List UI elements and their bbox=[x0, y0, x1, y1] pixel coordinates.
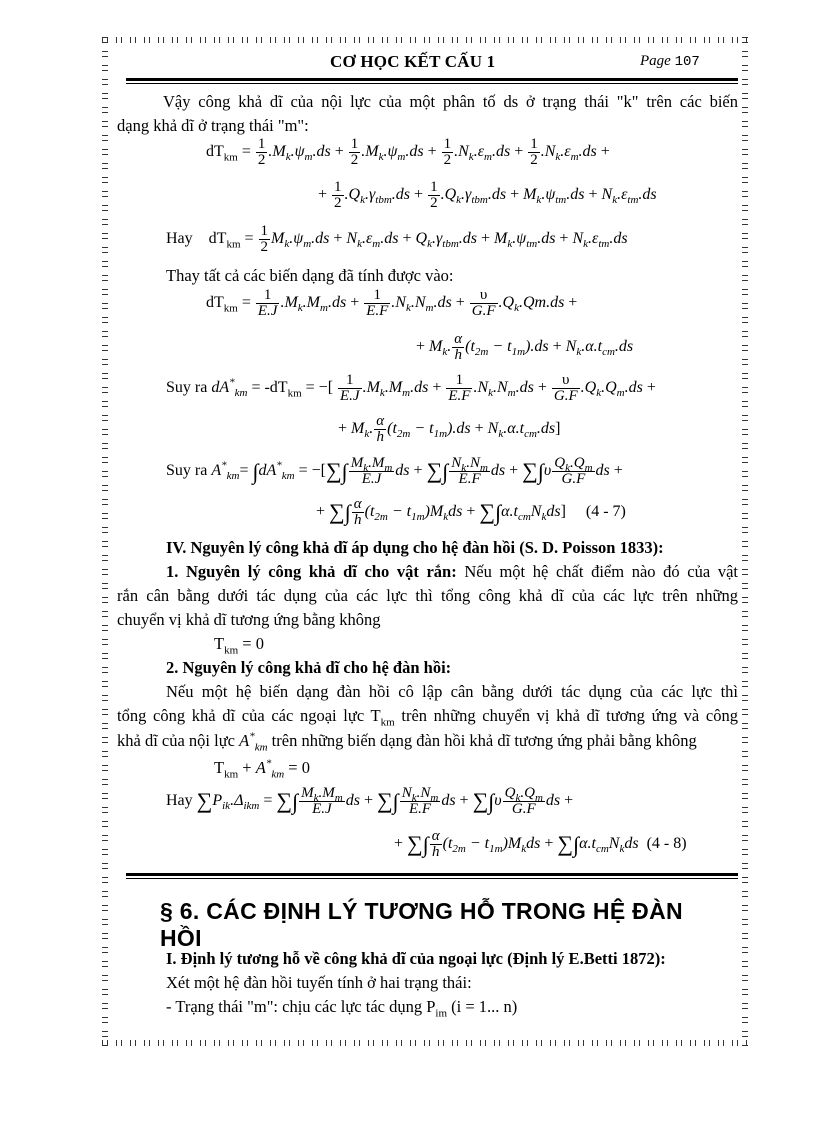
equation-suy-ra-2: Suy ra $A^*_{km}= \int dA^*_{km}$ = −[∑∫ $\frac{M_k.M_m}{E.J}$ ds + ∑∫ $\frac{N_k.N_m}{E.F}$ ds + ∑∫υ $\frac{Q_k.Q_m}{G.F}$ ds + bbox=[166, 455, 623, 487]
header-title: CƠ HỌC KẾT CẤU 1 bbox=[330, 52, 496, 71]
paragraph-line: 1. Nguyên lý công khả dĩ cho vật rắn: Nếu một hệ chất điểm nào đó của vật bbox=[166, 562, 738, 581]
paragraph-line: rắn cân bằng dưới tác dụng của các lực thì tổng công khả dĩ của các lực trên những bbox=[117, 586, 738, 605]
equation-4-7: + ∑∫ $\frac{\alpha}{h}$ $(t_{2m} - t_{1m})M_kds + \sum\int\alpha.t_{cm}N_kds$] (4 - 7) bbox=[316, 496, 626, 528]
equation-suy-ra-1-cont: + $M_k$. $\frac{\alpha}{h}$ $(t_{2m} - t_{1m}).ds + N_k.\alpha.t_{cm}.ds$] bbox=[338, 413, 561, 445]
page-border-bottom bbox=[102, 1040, 748, 1046]
paragraph-line: Nếu một hệ biến dạng đàn hồi cô lập cân bằng dưới tác dụng của các lực thì bbox=[166, 682, 738, 701]
section-rule bbox=[126, 873, 738, 876]
page-border-right bbox=[742, 37, 748, 1046]
equation-suy-ra-1: Suy ra $dA^*_{km} = -dT_{km}$ = −[ $\frac{1}{E.J}$ $.M_k.M_m.ds$ + $\frac{1}{E.F}$ $.N_k.N_m.ds$ + $\frac{\upsilon}{G.F}$ $.Q_k.Q_m.ds$ + bbox=[166, 372, 656, 404]
equation-tkm-zero: $T_{km} = 0$ bbox=[214, 634, 264, 657]
equation-dtkm-1-cont: + $\frac{1}{2}$ $.Q_k.\gamma_{tbm}.ds$ + $\frac{1}{2}$ $.Q_k.\gamma_{tbm}.ds + M_k.\psi_{tm}.ds + N_k.\varepsilon_{tm}.ds$ bbox=[318, 179, 657, 211]
paragraph-line: Xét một hệ đàn hồi tuyến tính ở hai trạng thái: bbox=[166, 973, 472, 992]
paragraph-line: tổng công khả dĩ của các ngoại lực $T_{km}$ trên những chuyển vị khả dĩ tương ứng và công bbox=[117, 706, 739, 729]
equation-4-8: + ∑∫ $\frac{\alpha}{h}$ $(t_{2m} - t_{1m})M_kds + \sum\int\alpha.t_{cm}N_kds$ (4 - 8) bbox=[394, 828, 687, 860]
equation-hay-sum: Hay $\sum P_{ik}.\Delta_{ikm}$ = ∑∫ $\frac{M_k.M_m}{E.J}$ ds + ∑∫ $\frac{N_k.N_m}{E.F}$ ds + ∑∫υ $\frac{Q_k.Q_m}{G.F}$ ds + bbox=[166, 785, 574, 817]
page-border-top bbox=[102, 37, 748, 43]
equation-dtkm-1: $dT_{km}$ = $\frac{1}{2}$ $.M_k.\psi_m.ds$ + $\frac{1}{2}$ $.M_k.\psi_m.ds$ + $\frac{1}{2}$ $.N_k.\varepsilon_m.ds$ + $\frac{1}{2}$ $.N_k.\varepsilon_m.ds$ + bbox=[206, 136, 610, 168]
paragraph-line: dạng khả dĩ ở trạng thái "m": bbox=[117, 116, 309, 135]
equation-tkm-akm-zero: $T_{km} + A^*_{km} = 0$ bbox=[214, 757, 310, 781]
page-number: 107 bbox=[674, 54, 700, 70]
paragraph-line: Vậy công khả dĩ của nội lực của một phân tố ds ở trạng thái "k" trên các biến bbox=[163, 92, 738, 111]
equation-number: (4 - 8) bbox=[646, 835, 687, 853]
paragraph-line: chuyển vị khả dĩ tương ứng bằng không bbox=[117, 610, 381, 629]
paragraph-line: Thay tất cả các biến dạng đã tính được vào: bbox=[166, 266, 454, 285]
page-label: Page bbox=[640, 53, 671, 69]
header-rule bbox=[126, 78, 738, 81]
subsection-heading: 2. Nguyên lý công khả dĩ cho hệ đàn hồi: bbox=[166, 658, 452, 677]
section-heading: IV. Nguyên lý công khả dĩ áp dụng cho hệ đàn hồi (S. D. Poisson 1833): bbox=[166, 538, 664, 557]
header-page bbox=[640, 53, 700, 70]
page-border-left bbox=[102, 37, 108, 1046]
section-title: § 6. CÁC ĐỊNH LÝ TƯƠNG HỖ TRONG HỆ ĐÀN HỒI bbox=[160, 898, 683, 951]
section-rule-thin bbox=[126, 878, 738, 879]
theorem-heading: I. Định lý tương hỗ về công khả dĩ của ngoại lực (Định lý E.Betti 1872): bbox=[166, 949, 666, 968]
equation-dtkm-2: $dT_{km}$ = $\frac{1}{E.J}$ $.M_k.M_m.ds$ + $\frac{1}{E.F}$ $.N_k.N_m.ds$ + $\frac{\upsilon}{G.F}$ $.Q_k.Qm.ds$ + bbox=[206, 287, 578, 319]
equation-hay: Hay $dT_{km}$ = $\frac{1}{2}$ $M_k.\psi_m.ds + N_k.\varepsilon_m.ds + Q_k.\gamma_{tbm}.ds + M_k.\psi_{tm}.ds + N_k.\varepsilon_{tm}.ds$ bbox=[166, 223, 628, 255]
header-rule-thin bbox=[126, 83, 738, 84]
paragraph-line: khả dĩ của nội lực $A^*_{km}$ trên những biến dạng đàn hồi khả dĩ tương ứng phải bằng không bbox=[117, 730, 697, 754]
paragraph-line: - Trạng thái "m": chịu các lực tác dụng $P_{im}$ (i = 1... n) bbox=[166, 997, 518, 1020]
equation-number: (4 - 7) bbox=[585, 503, 626, 521]
equation-dtkm-2-cont: + $M_k$. $\frac{\alpha}{h}$ $(t_{2m} - t_{1m}).ds + N_k.\alpha.t_{cm}.ds$ bbox=[416, 331, 634, 363]
